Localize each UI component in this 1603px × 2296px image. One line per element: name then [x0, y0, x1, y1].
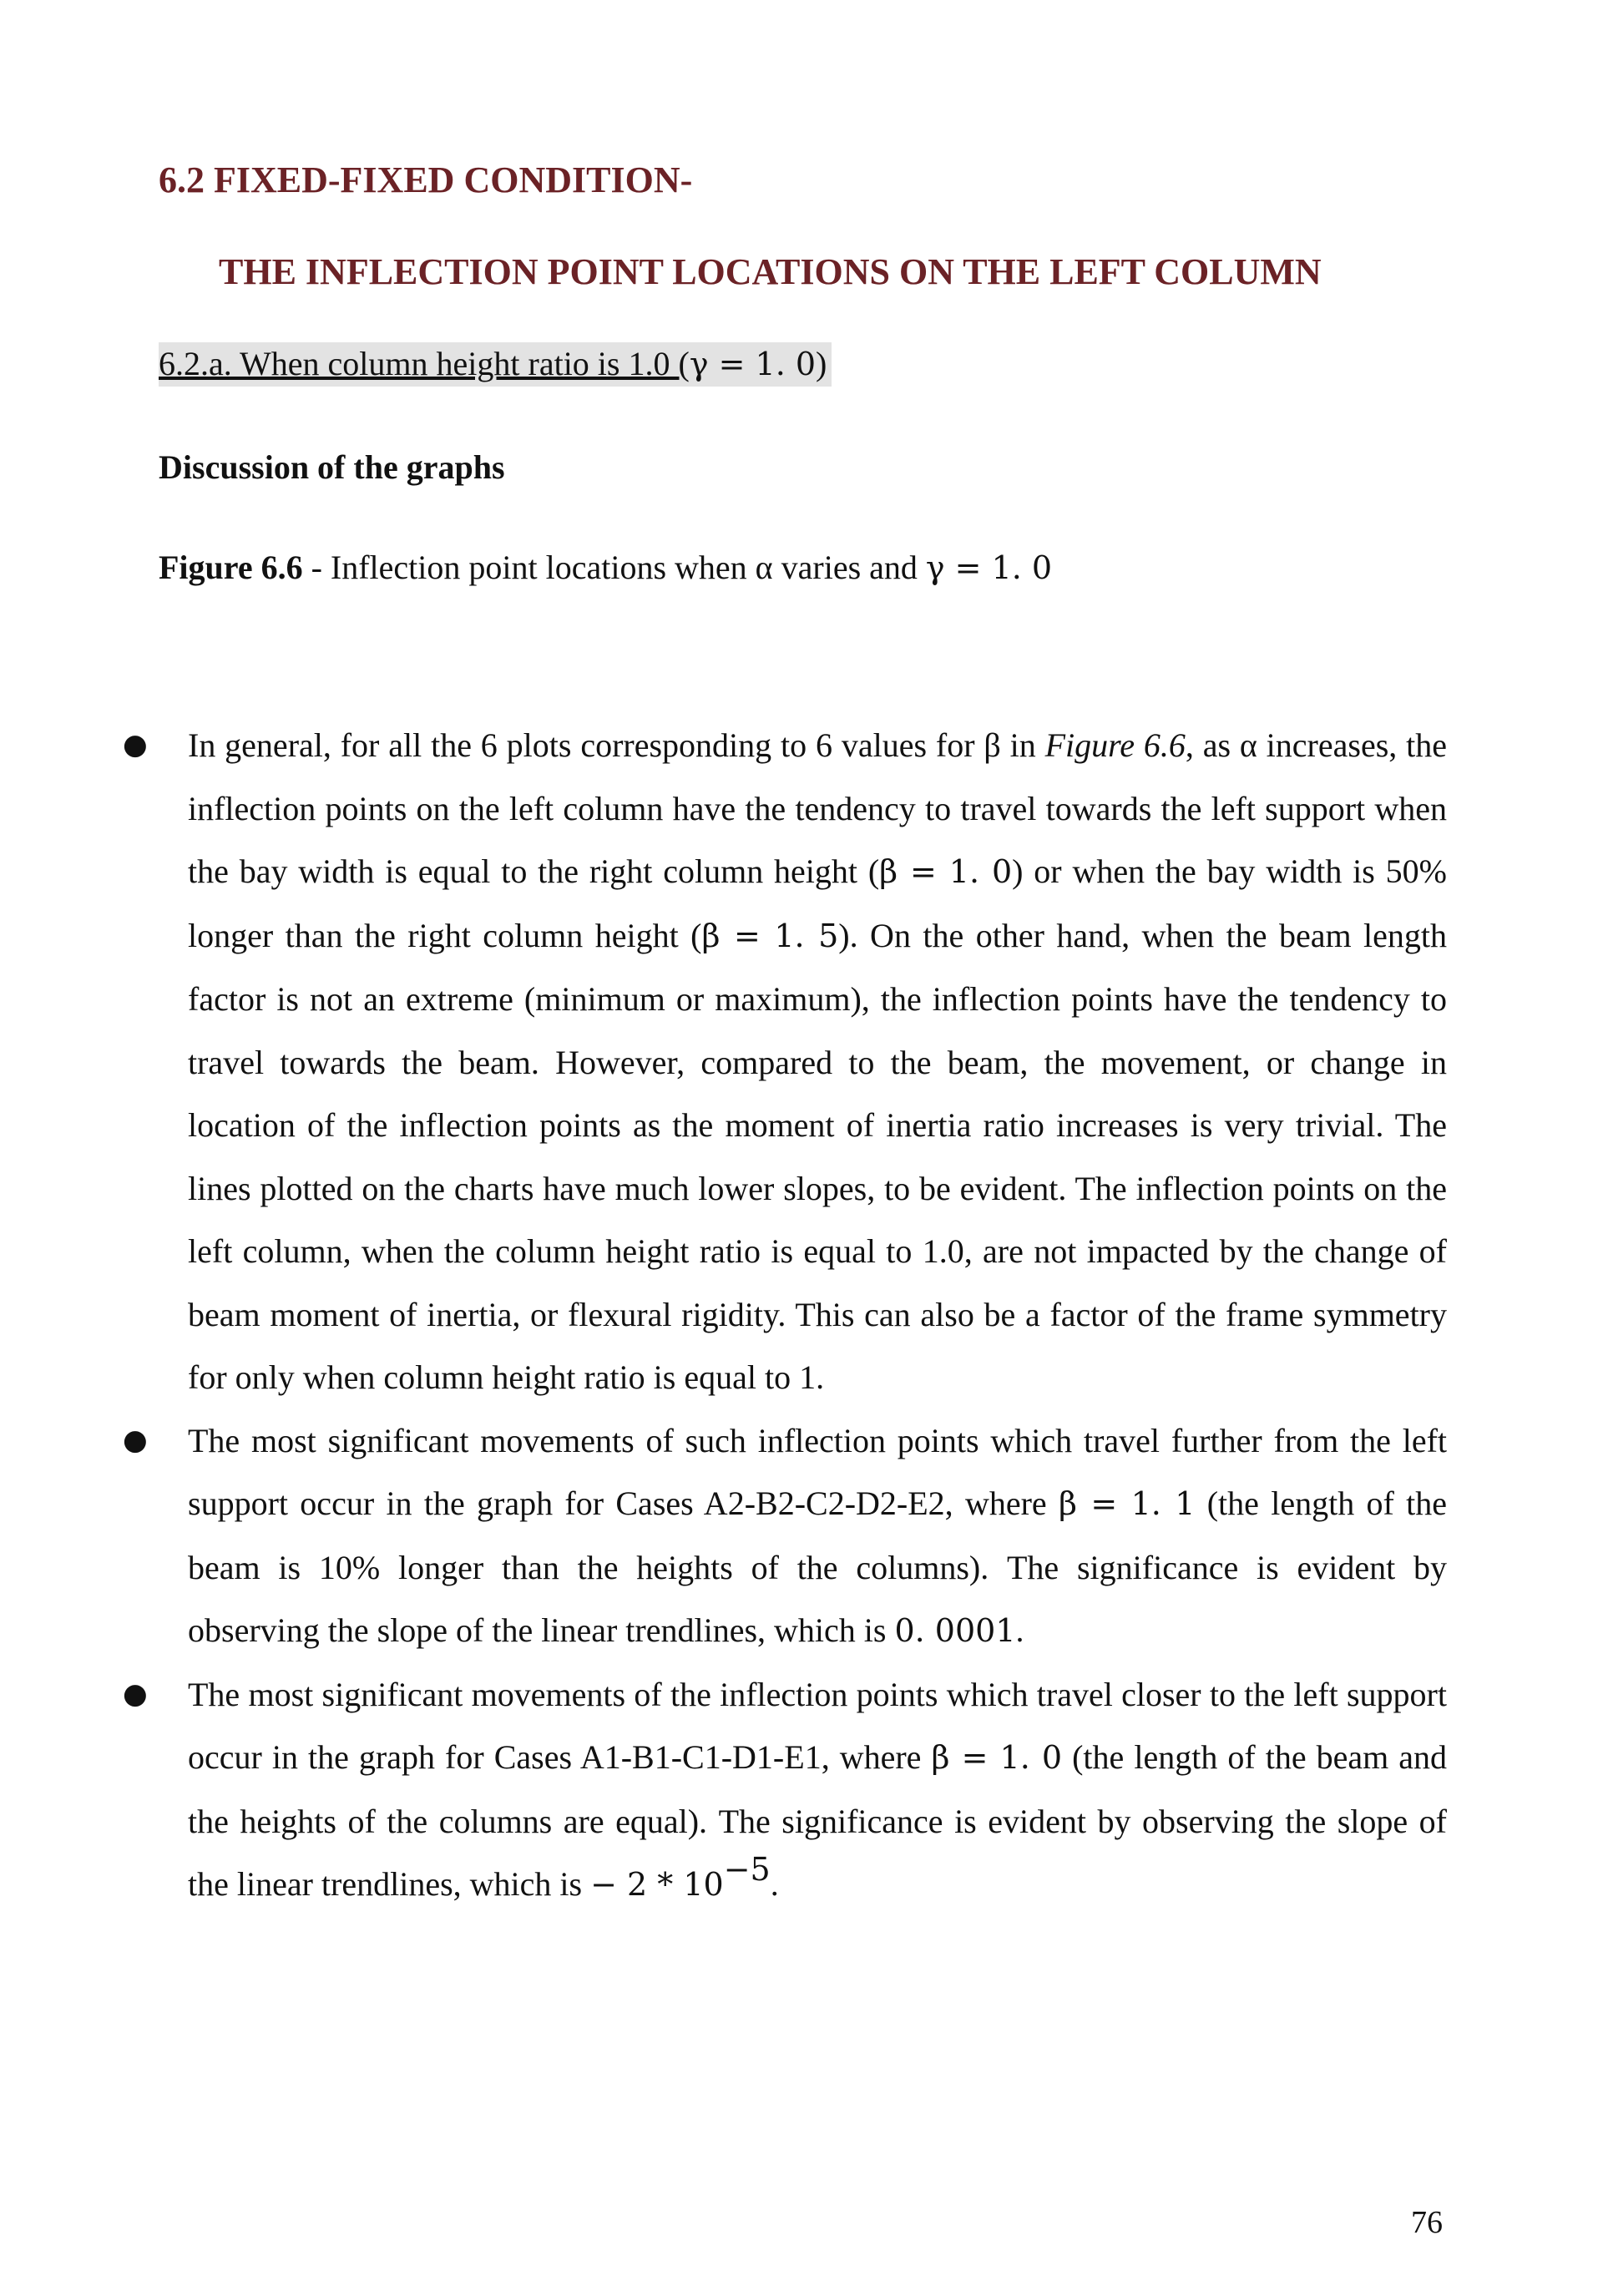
- subsection-close: ): [816, 345, 827, 382]
- bullet-text: .: [770, 1865, 779, 1903]
- subsection-label: 6.2.a. When column height ratio is 1.0 (: [159, 345, 690, 382]
- bullet-text: , as α increases, the inflection points on the left column have the tendency to travel towards the left support when the bay width is equal to the right column height (: [188, 726, 1447, 890]
- list-item: [123, 1409, 1448, 1663]
- bullet-text: (the length of the beam is 10% longer than the heights of the columns). The significance is evident by observing the slope of the linear trendlines, which is: [188, 1484, 1448, 1649]
- bullet-list: [123, 714, 1448, 1917]
- page-number: 76: [1411, 2205, 1443, 2240]
- list-item: [123, 1663, 1448, 1917]
- figure-reference: Figure 6.6: [1044, 726, 1186, 764]
- bullet-text: .: [1015, 1611, 1024, 1649]
- exponent: −5: [723, 1851, 771, 1888]
- figure-caption-math: γ = 1. 0: [925, 549, 1053, 586]
- list-item: [123, 714, 1448, 1409]
- inline-math: β = 1. 1: [1059, 1485, 1196, 1522]
- inline-math: − 2 * 10: [590, 1866, 724, 1903]
- subsection-heading: [159, 342, 832, 387]
- bullet-icon: ●: [123, 728, 148, 761]
- figure-label: Figure 6.6: [159, 549, 303, 586]
- section-subtitle: THE INFLECTION POINT LOCATIONS ON THE LEFT COLUMN: [219, 251, 1322, 292]
- bullet-text: In general, for all the 6 plots corresponding to 6 values for β in: [188, 726, 1045, 764]
- figure-caption: [159, 548, 1052, 587]
- inline-math: β = 1. 5: [701, 917, 839, 954]
- discussion-heading: Discussion of the graphs: [159, 448, 505, 486]
- bullet-text: The most significant movements of the inflection points which travel closer to the left support occur in the graph for Cases A1-B1-C1-D1-E1, where: [188, 1675, 1447, 1776]
- bullet-text: The most significant movements of such inflection points which travel further from the left support occur in the graph for Cases A2-B2-C2-D2-E2, where: [188, 1421, 1447, 1522]
- inline-math: β = 1. 0: [931, 1739, 1063, 1776]
- bullet-icon: ●: [123, 1676, 148, 1711]
- bullet-text: (the length of the beam and the heights of the columns are equal). The significance is evident by observing the slope of the linear trendlines, which is: [188, 1738, 1448, 1903]
- bullet-text: ). On the other hand, when the beam length factor is not an extreme (minimum or maximum), the inflection points have the tendency to travel towards the beam. However, compared to the beam, the movement, or change in location of the inflection points as the moment of inertia ratio increases is very trivial. The lines plotted on the charts have much lower slopes, to be evident. The inflection points on the left column, when the column height ratio is equal to 1.0, are not impacted by the change of beam moment of inertia, or flexural rigidity. This can also be a factor of the frame symmetry for only when column height ratio is equal to 1.: [188, 916, 1448, 1396]
- section-title: 6.2 FIXED-FIXED CONDITION-: [159, 159, 693, 200]
- bullet-text: ) or when the bay width is 50% longer than the right column height (: [188, 852, 1448, 954]
- bullet-icon: ●: [123, 1423, 148, 1457]
- figure-caption-text: - Inflection point locations when α varies and: [302, 549, 926, 586]
- subsection-math: γ = 1. 0: [689, 346, 817, 382]
- inline-math: β = 1. 0: [879, 853, 1013, 890]
- inline-math: 0. 0001: [894, 1612, 1016, 1649]
